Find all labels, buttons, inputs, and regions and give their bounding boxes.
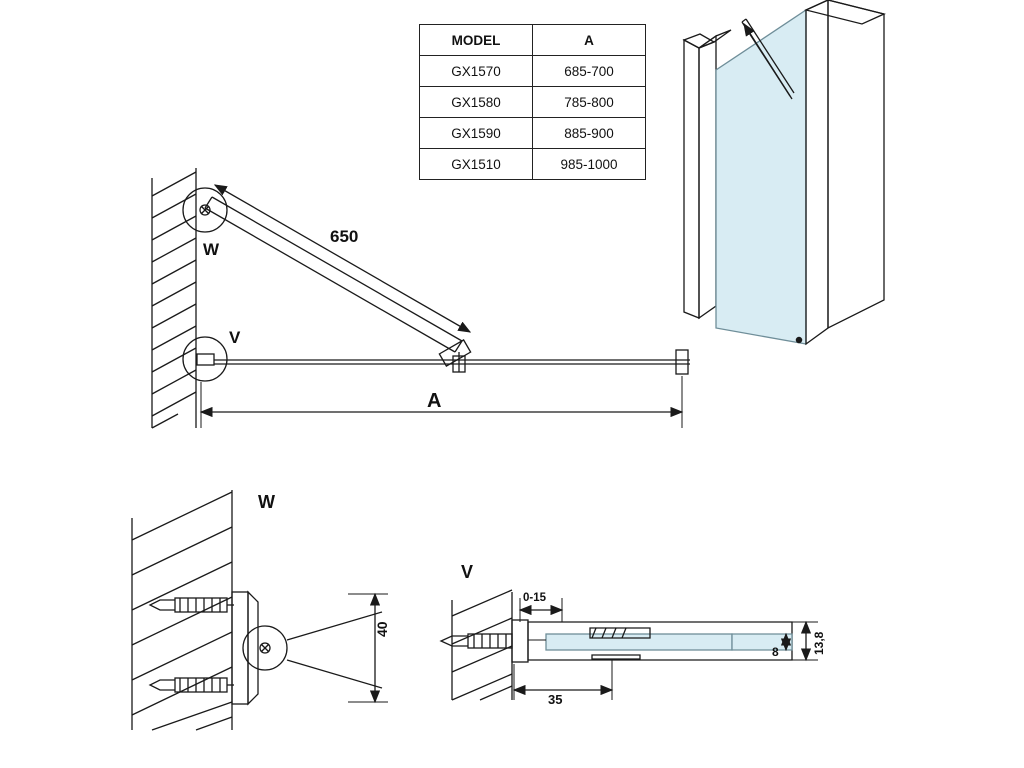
cell-a: 885-900 bbox=[533, 118, 646, 149]
cell-model: GX1590 bbox=[420, 118, 533, 149]
callout-circle-w bbox=[183, 188, 227, 232]
label-dim-35: 35 bbox=[548, 692, 563, 707]
isometric-view bbox=[684, 0, 884, 344]
cell-a: 785-800 bbox=[533, 87, 646, 118]
cell-a: 685-700 bbox=[533, 56, 646, 87]
cell-model: GX1570 bbox=[420, 56, 533, 87]
detail-w bbox=[132, 490, 388, 730]
label-detail-v-title: V bbox=[461, 562, 474, 582]
label-dim-650: 650 bbox=[330, 227, 359, 246]
anchor-bolt-lower bbox=[150, 678, 234, 692]
glass-panel-plan bbox=[214, 350, 690, 374]
cell-model: GX1510 bbox=[420, 149, 533, 180]
table-header-a: A bbox=[533, 25, 646, 56]
cell-a: 985-1000 bbox=[533, 149, 646, 180]
label-dim-40-text: 40 bbox=[374, 621, 390, 637]
label-dim-a: A bbox=[427, 390, 442, 412]
wall-plan-top bbox=[152, 168, 196, 428]
dim-a bbox=[201, 376, 682, 428]
callout-circle-v bbox=[183, 337, 227, 381]
label-dim-0-15: 0-15 bbox=[523, 592, 547, 604]
dim-650 bbox=[215, 185, 470, 332]
anchor-bolt-upper bbox=[150, 598, 234, 612]
table-header-model: MODEL bbox=[420, 25, 533, 56]
label-detail-w-title: W bbox=[258, 492, 275, 512]
label-dim-13-8-text: 13,8 bbox=[812, 631, 826, 655]
label-callout-v: V bbox=[229, 328, 241, 347]
label-dim-8: 8 bbox=[772, 645, 779, 659]
detail-v bbox=[441, 590, 818, 700]
support-brace bbox=[205, 197, 471, 372]
cell-model: GX1580 bbox=[420, 87, 533, 118]
label-callout-w: W bbox=[203, 240, 220, 259]
